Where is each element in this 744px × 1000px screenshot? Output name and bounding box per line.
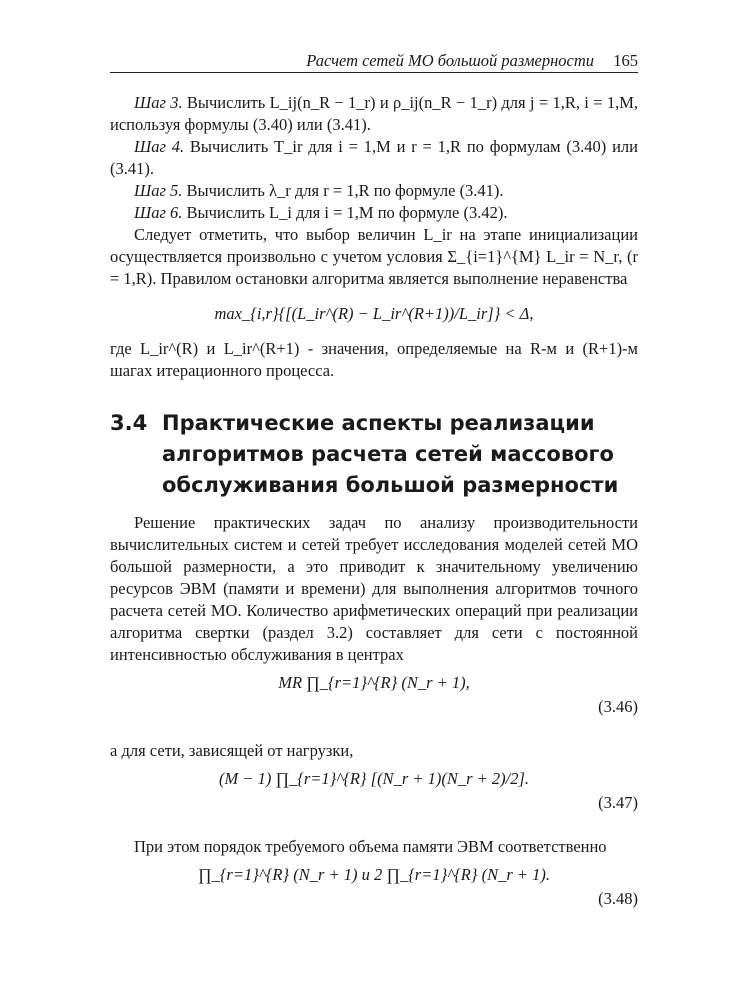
complexity-paragraph: Решение практических задач по анализу производительности вычислительных систем и сетей требует исследования моделей сетей МО большой размерности, а это приводит к значительному увеличению ресурсов ЭВМ (памяти и времени) для выполнения алгоритмов точного расчета сетей МО. Количество арифметических операций при реализации алгоритма свертки (раздел 3.2) составляет для сети с постоянной интенсивностью обслуживания в центрах — [110, 513, 638, 664]
section-number: 3.4 — [110, 411, 148, 435]
equation-3-47 — [110, 768, 638, 830]
page-number: 165 — [613, 51, 638, 70]
equation-3-48 — [110, 864, 638, 926]
stop-condition-formula: max_{i,r}{[(L_ir^(R) − L_ir^(R+1))/L_ir]} < Δ, — [214, 304, 534, 323]
section-body — [110, 512, 638, 932]
equation-3-46 — [110, 672, 638, 734]
page — [110, 0, 638, 1000]
step-3-text: Вычислить L_ij(n_R − 1_r) и ρ_ij(n_R − 1_r) для j = 1,R, i = 1,M, используя формулы (3.40) или (3.41). — [110, 93, 638, 134]
algorithm-steps — [110, 92, 638, 382]
running-title: Расчет сетей МО большой размерности — [306, 51, 594, 70]
memory-paragraph: При этом порядок требуемого объема памяти ЭВМ соответственно — [134, 837, 607, 856]
step-4-text: Вычислить T_ir для i = 1,M и r = 1,R по формулам (3.40) или (3.41). — [110, 137, 638, 178]
equation-3-46-number: (3.46) — [598, 697, 638, 716]
step-4 — [110, 136, 638, 180]
load-dependent-paragraph: а для сети, зависящей от нагрузки, — [110, 741, 354, 760]
equation-3-48-text: ∏_{r=1}^{R} (N_r + 1) и 2 ∏_{r=1}^{R} (N_r + 1). — [198, 865, 550, 884]
equation-3-47-formula — [110, 768, 638, 790]
section-title: Практические аспекты реализации алгоритмов расчета сетей массового обслуживания большой размерности — [162, 411, 619, 497]
step-6-text: Вычислить L_i для i = 1,M по формуле (3.42). — [186, 203, 508, 222]
init-paragraph: Следует отметить, что выбор величин L_ir на этапе инициализации осуществляется произвольно с учетом условия Σ_{i=1}^{M} L_ir = N_r, (r = 1,R). Правилом остановки алгоритма является выполнение неравенства — [110, 225, 638, 288]
step-5-label: Шаг 5. — [134, 181, 183, 200]
equation-3-46-text: MR ∏_{r=1}^{R} (N_r + 1), — [278, 673, 470, 692]
section-heading — [110, 408, 638, 501]
equation-3-47-text: (M − 1) ∏_{r=1}^{R} [(N_r + 1)(N_r + 2)/2]. — [218, 769, 530, 788]
step-5-text: Вычислить λ_r для r = 1,R по формуле (3.41). — [186, 181, 504, 200]
running-header — [110, 50, 638, 73]
equation-3-47-number: (3.47) — [598, 793, 638, 812]
step-3 — [110, 92, 638, 136]
step-6 — [110, 202, 638, 224]
equation-3-48-number: (3.48) — [598, 889, 638, 908]
step-5 — [110, 180, 638, 202]
equation-3-46-formula — [110, 672, 638, 694]
step-4-label: Шаг 4. — [134, 137, 185, 156]
iteration-paragraph: где L_ir^(R) и L_ir^(R+1) - значения, определяемые на R-м и (R+1)-м шагах итерационного процесса. — [110, 339, 638, 380]
step-6-label: Шаг 6. — [134, 203, 183, 222]
equation-3-48-formula — [110, 864, 638, 886]
step-3-label: Шаг 3. — [134, 93, 183, 112]
